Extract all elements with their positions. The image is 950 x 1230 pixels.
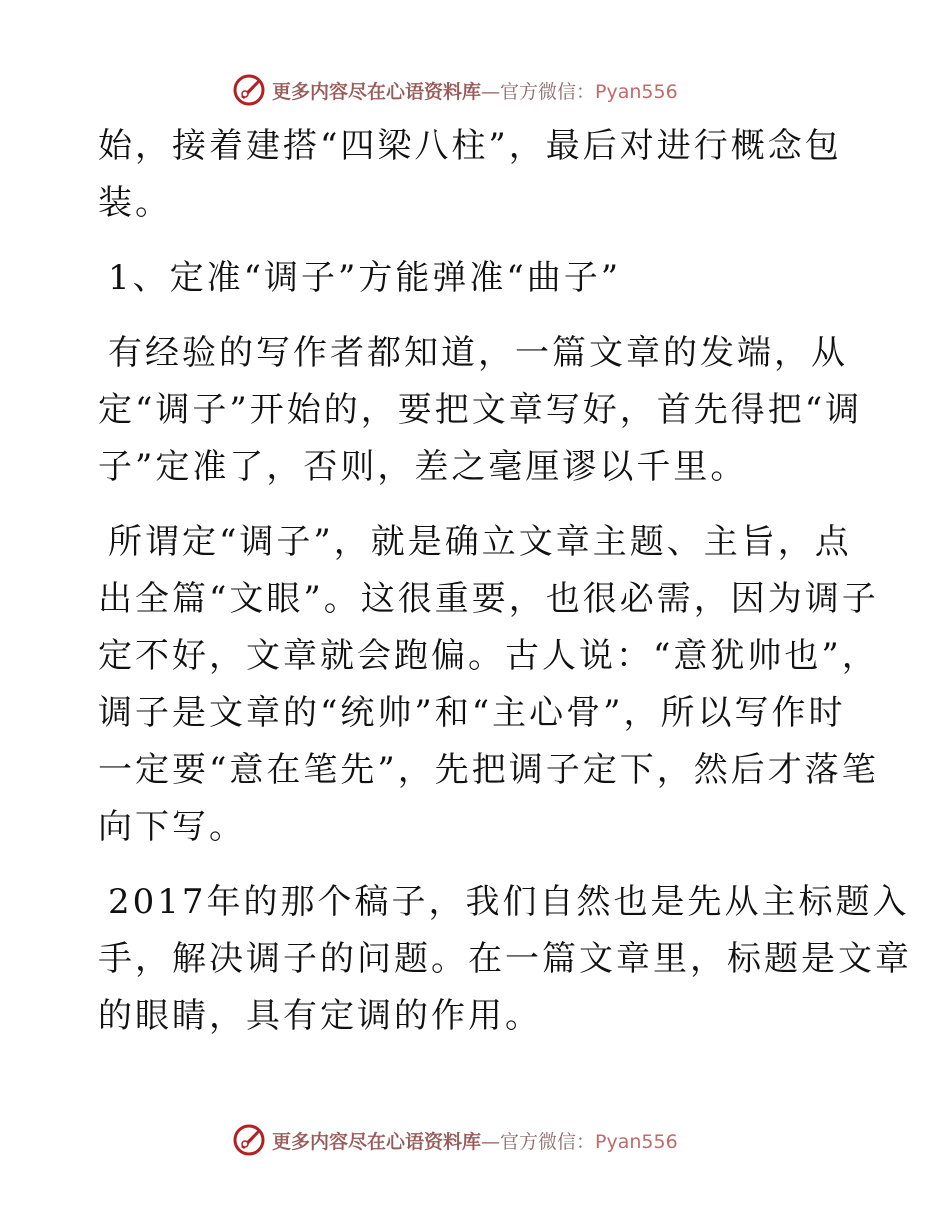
- text-line: 子”定准了，否则，差之毫厘谬以千里。: [98, 447, 748, 487]
- text-line: 向下写。: [98, 807, 246, 847]
- quill-seal-icon: [232, 73, 266, 107]
- text-line: 2017年的那个稿子，我们自然也是先从主标题入: [108, 882, 910, 922]
- document-body: [98, 118, 912, 1045]
- text-line: 的眼睛，具有定调的作用。: [98, 996, 542, 1036]
- text-line: 出全篇“文眼”。这很重要，也很必需，因为调子: [98, 579, 879, 619]
- text-line: 手，解决调子的问题。在一篇文章里，标题是文章: [98, 939, 912, 979]
- text-line: 始，接着建搭“四梁八柱”，最后对进行概念包: [98, 126, 842, 166]
- text-line: 装。: [98, 183, 172, 223]
- text-line: 调子是文章的“统帅”和“主心骨”，所以写作时: [98, 693, 846, 733]
- header-banner: [232, 70, 752, 110]
- banner-text: 更多内容尽在心语资料库—官方微信：Pyan556: [272, 80, 678, 103]
- text-line: 所谓定“调子”，就是确立文章主题、主旨，点: [108, 522, 852, 562]
- section-heading: 1、定准“调子”方能弹准“曲子”: [108, 258, 622, 298]
- footer-banner: [232, 1120, 752, 1160]
- text-line: 定不好，文章就会跑偏。古人说：“意犹帅也”，: [98, 636, 879, 676]
- text-line: 定“调子”开始的，要把文章写好，首先得把“调: [98, 390, 863, 430]
- text-line: 一定要“意在笔先”，先把调子定下，然后才落笔: [98, 750, 879, 790]
- quill-seal-icon: [232, 1123, 266, 1157]
- banner-text: 更多内容尽在心语资料库—官方微信：Pyan556: [272, 1130, 678, 1153]
- text-line: 有经验的写作者都知道，一篇文章的发端，从: [108, 333, 848, 373]
